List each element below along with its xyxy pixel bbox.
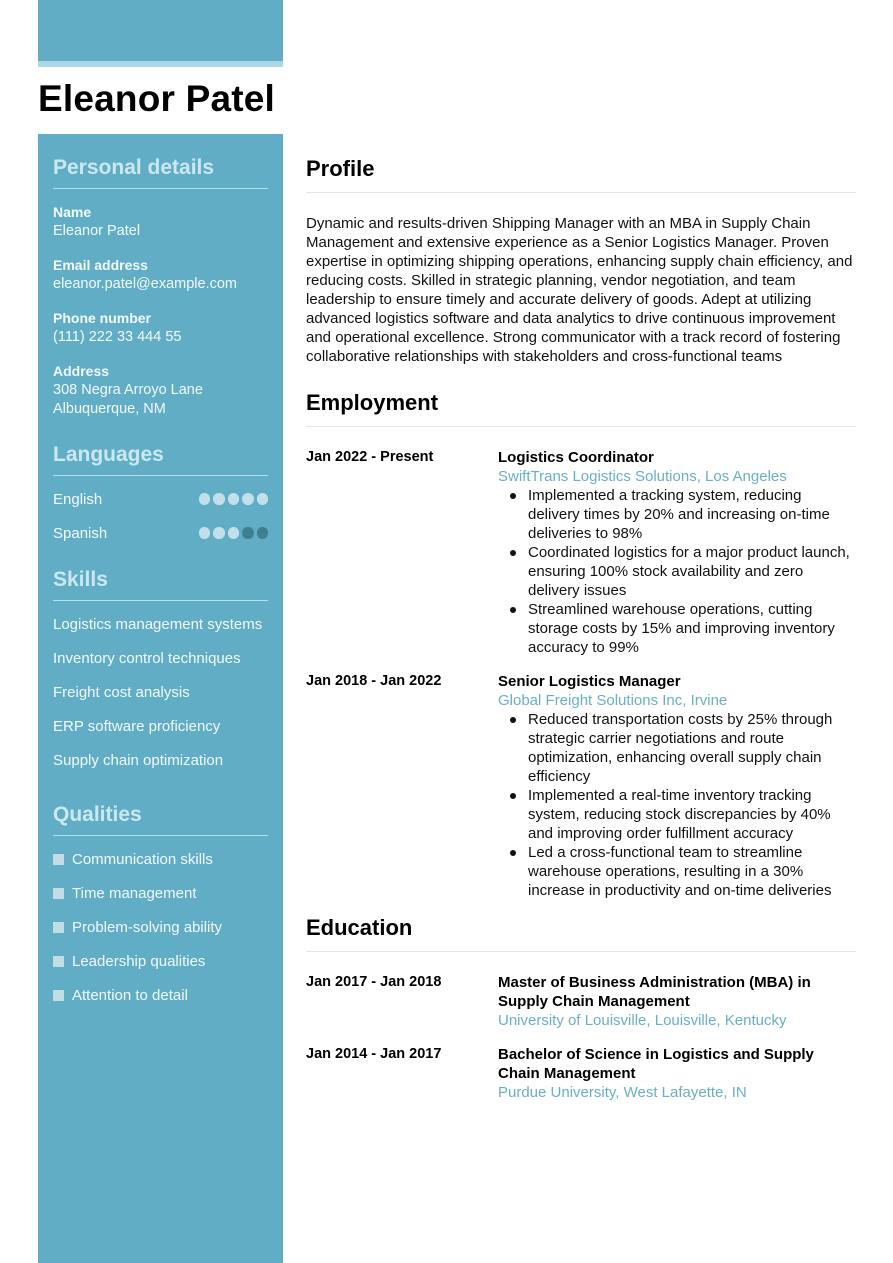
skill-item: ERP software proficiency (53, 718, 221, 735)
dot-filled-icon (199, 527, 211, 539)
dot-filled-icon (228, 527, 240, 539)
address-line-2: Albuquerque, NM (53, 401, 166, 417)
sidebar (38, 134, 283, 1263)
dot-empty-icon (242, 527, 254, 539)
candidate-name: Eleanor Patel (38, 78, 276, 119)
education-entry (306, 1045, 856, 1102)
dot-filled-icon (199, 493, 211, 505)
language-name: Spanish (53, 524, 108, 542)
quality-item (53, 884, 268, 918)
employment-entry (306, 448, 856, 657)
personal-details-section (53, 156, 268, 419)
achievement-list (498, 710, 856, 900)
quality-item (53, 952, 268, 986)
field-label: Email address (53, 257, 148, 273)
employment-entry (306, 672, 856, 900)
skill-item: Inventory control techniques (53, 650, 241, 667)
quality-label: Time management (72, 885, 197, 902)
field-name (53, 203, 268, 241)
entry-body (498, 672, 856, 900)
field-address (53, 362, 268, 419)
languages-section (53, 443, 268, 550)
employer: Global Freight Solutions Inc, Irvine (498, 692, 728, 709)
achievement-item: Coordinated logistics for a major product launch, ensuring 100% stock availability and zero delivery issues (498, 543, 856, 600)
square-bullet-icon (53, 854, 64, 865)
email-value[interactable]: eleanor.patel@example.com (53, 276, 237, 292)
entry-body (498, 448, 856, 657)
institution: University of Louisville, Louisville, Kentucky (498, 1012, 787, 1029)
section-heading: Profile (306, 156, 856, 193)
quality-item (53, 850, 268, 884)
main-content (306, 156, 856, 1117)
skill-item: Freight cost analysis (53, 684, 190, 701)
proficiency-dots (199, 493, 269, 505)
quality-label: Communication skills (72, 851, 213, 868)
entry-date: Jan 2022 - Present (306, 449, 434, 465)
square-bullet-icon (53, 888, 64, 899)
square-bullet-icon (53, 956, 64, 967)
achievement-item: Reduced transportation costs by 25% through strategic carrier negotiations and route optimization, enhancing overall supply chain efficiency (498, 710, 856, 786)
achievement-item: Implemented a real-time inventory tracking system, reducing stock discrepancies by 40% and improving order fulfillment accuracy (498, 786, 856, 843)
degree-title: Master of Business Administration (MBA) in Supply Chain Management (498, 974, 811, 1010)
field-email (53, 256, 268, 294)
quality-label: Attention to detail (72, 987, 188, 1004)
profile-summary: Dynamic and results-driven Shipping Manager with an MBA in Supply Chain Management and extensive experience as a Senior Logistics Manager. Proven expertise in optimizing shipping operations, enhancing supply chain efficiency, and reducing costs. Skilled in strategic planning, vendor negotiation, and team leadership to ensure timely and accurate delivery of goods. Adept at utilizing advanced logistics software and data analytics to drive continuous improvement and operational excellence. Strong communicator with a track record of fostering collaborative relationships with stakeholders and cross-functional teams (306, 215, 853, 365)
dot-empty-icon (257, 527, 269, 539)
field-label: Phone number (53, 310, 152, 326)
dot-filled-icon (242, 493, 254, 505)
institution: Purdue University, West Lafayette, IN (498, 1084, 747, 1101)
entry-body (498, 1045, 856, 1102)
skill-item: Supply chain optimization (53, 752, 224, 769)
entry-body (498, 973, 856, 1030)
employment-section (306, 390, 856, 900)
achievement-item: Led a cross-functional team to streamline warehouse operations, resulting in a 30% increase in productivity and on-time deliveries (498, 843, 856, 900)
section-heading: Employment (306, 390, 856, 427)
field-label: Name (53, 204, 92, 220)
entry-date: Jan 2017 - Jan 2018 (306, 974, 442, 990)
job-title: Senior Logistics Manager (498, 673, 681, 690)
header-accent-stripe (38, 61, 283, 67)
dot-filled-icon (228, 493, 240, 505)
field-value: Eleanor Patel (53, 223, 141, 239)
education-section (306, 915, 856, 1102)
language-name: English (53, 490, 103, 508)
field-label: Address (53, 363, 110, 379)
section-heading: Qualities (53, 803, 268, 836)
proficiency-dots (199, 527, 269, 539)
address-line-1: 308 Negra Arroyo Lane (53, 382, 203, 398)
square-bullet-icon (53, 922, 64, 933)
quality-item (53, 918, 268, 952)
skills-section (53, 568, 268, 785)
section-heading: Personal details (53, 156, 268, 189)
quality-label: Leadership qualities (72, 953, 206, 970)
entry-date: Jan 2014 - Jan 2017 (306, 1046, 442, 1062)
section-heading: Skills (53, 568, 268, 601)
achievement-item: Implemented a tracking system, reducing delivery times by 20% and increasing on-time deliveries to 98% (498, 486, 856, 543)
section-heading: Languages (53, 443, 268, 476)
qualities-section (53, 803, 268, 1020)
header-color-band (38, 0, 283, 61)
square-bullet-icon (53, 990, 64, 1001)
quality-item (53, 986, 268, 1020)
quality-label: Problem-solving ability (72, 919, 223, 936)
achievement-list (498, 486, 856, 657)
entry-date: Jan 2018 - Jan 2022 (306, 673, 442, 689)
profile-section (306, 156, 856, 366)
address-value (53, 381, 268, 419)
section-heading: Education (306, 915, 856, 952)
achievement-item: Streamlined warehouse operations, cutting storage costs by 15% and improving inventory accuracy to 99% (498, 600, 856, 657)
field-phone (53, 309, 268, 347)
phone-value: (111) 222 33 444 55 (53, 329, 182, 345)
education-entry (306, 973, 856, 1030)
dot-filled-icon (213, 527, 225, 539)
language-row (53, 516, 268, 550)
degree-title: Bachelor of Science in Logistics and Supply Chain Management (498, 1046, 814, 1082)
language-row (53, 482, 268, 516)
job-title: Logistics Coordinator (498, 449, 654, 466)
dot-filled-icon (257, 493, 269, 505)
employer: SwiftTrans Logistics Solutions, Los Angeles (498, 468, 787, 485)
skill-item: Logistics management systems (53, 616, 263, 633)
dot-filled-icon (213, 493, 225, 505)
